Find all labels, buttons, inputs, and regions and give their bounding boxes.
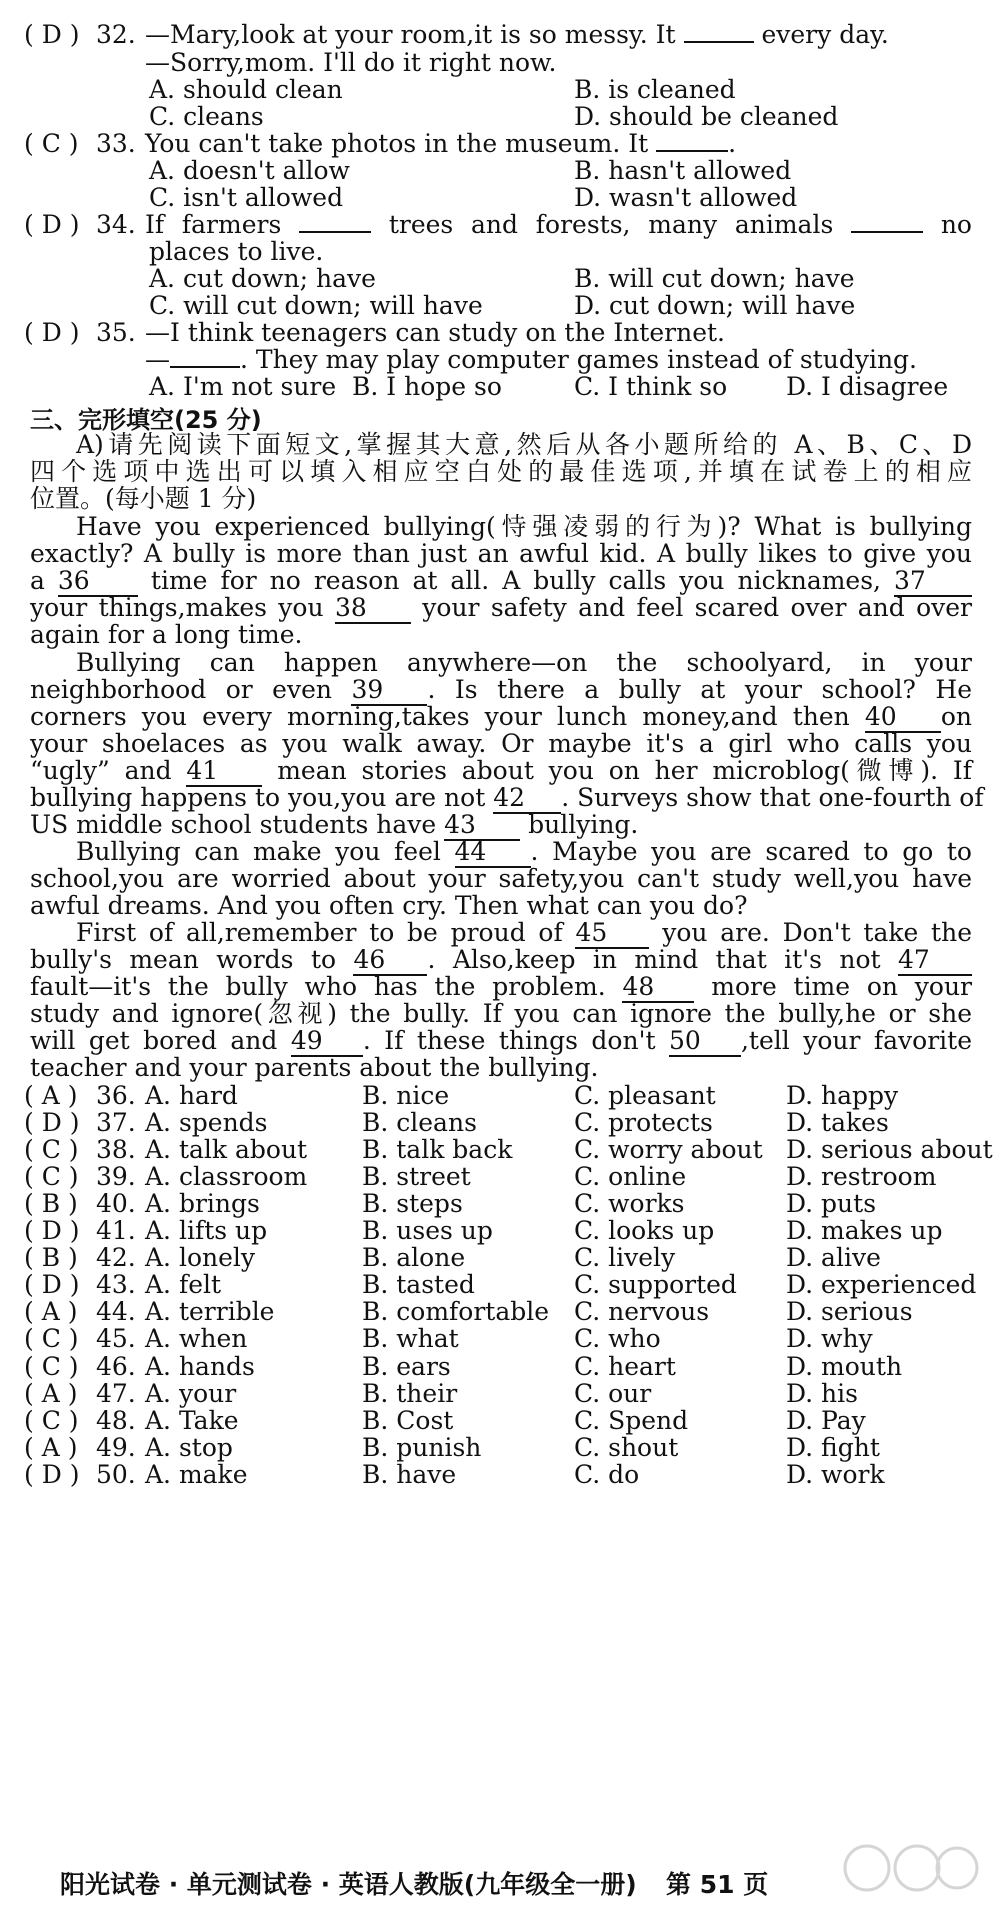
question-number: 49. [96, 1432, 136, 1462]
answer-mark: ( C ) [24, 1405, 79, 1435]
instructions-line-1: A)请先阅读下面短文,掌握其大意,然后从各小题所给的 A、B、C、D [76, 430, 972, 459]
option-b: B. street [362, 1162, 471, 1192]
option-c: C. supported [574, 1270, 737, 1300]
option-d: D. cut down; will have [574, 291, 856, 320]
option-c: C. do [574, 1459, 640, 1489]
answer-mark: ( B ) [24, 1243, 78, 1273]
option-b: B. uses up [362, 1216, 493, 1246]
blank-42: 42 [493, 784, 561, 814]
answer-mark: ( A ) [24, 1432, 78, 1462]
blank-48: 48 [622, 973, 694, 1003]
option-d: D. takes [786, 1108, 889, 1138]
option-d: D. wasn't allowed [574, 183, 798, 212]
option-a: A. should clean [149, 75, 343, 104]
answer-blank [299, 231, 371, 233]
option-d: D. alive [786, 1243, 881, 1273]
question-number: 50. [96, 1459, 136, 1489]
option-a: A. talk about [145, 1135, 308, 1165]
answer-blank [684, 41, 754, 43]
question-stem: If farmers trees and forests, many animals no [145, 210, 972, 239]
cloze-question-row [0, 1458, 1000, 1491]
option-b: B. will cut down; have [574, 264, 855, 293]
option-d: D. serious [786, 1297, 913, 1327]
instructions-line-3: 位置。(每小题 1 分) [30, 484, 257, 513]
blank-44: 44 [455, 838, 531, 868]
blank-36: 36 [58, 567, 138, 597]
option-c: C. worry about [574, 1135, 763, 1165]
answer-mark: ( D ) [24, 1216, 80, 1246]
option-b: B. comfortable [362, 1297, 550, 1327]
answer-mark: ( D ) [24, 210, 80, 239]
watermark-icon [832, 1838, 982, 1908]
option-b: B. tasted [362, 1270, 475, 1300]
answer-mark: ( D ) [24, 1270, 80, 1300]
blank-50: 50 [669, 1027, 741, 1057]
answer-mark: ( A ) [24, 1081, 78, 1110]
option-c: C. I think so [574, 372, 728, 401]
option-d: D. Pay [786, 1405, 866, 1435]
answer-mark: ( C ) [24, 1324, 79, 1354]
option-d: D. why [786, 1324, 873, 1354]
answer-blank [656, 150, 728, 152]
section-title: 三、完形填空(25 分) [30, 406, 262, 434]
blank-45: 45 [575, 919, 649, 949]
option-a: A. felt [145, 1270, 222, 1300]
book-title: 阳光试卷 · 单元测试卷 · 英语人教版(九年级全一册) [60, 1870, 637, 1899]
option-b: B. is cleaned [574, 75, 736, 104]
option-c: C. looks up [574, 1216, 715, 1246]
question-number: 41. [96, 1216, 136, 1246]
option-d: D. experienced [786, 1270, 977, 1300]
blank-38: 38 [335, 594, 411, 624]
answer-mark: ( D ) [24, 1108, 80, 1138]
blank-46: 46 [353, 946, 427, 976]
option-d: D. restroom [786, 1162, 937, 1192]
option-b: B. hasn't allowed [574, 156, 792, 185]
option-c: C. online [574, 1162, 687, 1192]
option-d: D. puts [786, 1189, 877, 1219]
option-c: C. who [574, 1324, 661, 1354]
option-a: A. hands [145, 1351, 255, 1381]
question-number: 37. [96, 1108, 136, 1138]
question-number: 36. [96, 1081, 136, 1110]
option-c: C. our [574, 1378, 652, 1408]
question-number: 34. [96, 210, 136, 239]
option-b: B. what [362, 1324, 459, 1354]
option-b: B. steps [362, 1189, 463, 1219]
option-d: D. makes up [786, 1216, 943, 1246]
question-number: 43. [96, 1270, 136, 1300]
question-number: 46. [96, 1351, 136, 1381]
page-number: 第 51 页 [666, 1870, 769, 1899]
blank-40: 40 [865, 703, 941, 733]
question-number: 33. [96, 129, 136, 158]
blank-47: 47 [898, 946, 972, 976]
answer-mark: ( C ) [24, 129, 79, 158]
question-number: 48. [96, 1405, 136, 1435]
answer-mark: ( C ) [24, 1162, 79, 1192]
answer-mark: ( D ) [24, 318, 80, 347]
answer-mark: ( B ) [24, 1189, 78, 1219]
option-a: A. doesn't allow [149, 156, 350, 185]
question-34-line2: places to live. [149, 237, 324, 266]
question-number: 47. [96, 1378, 136, 1408]
blank-39: 39 [351, 676, 427, 706]
option-d: D. mouth [786, 1351, 903, 1381]
option-a: A. make [145, 1459, 248, 1489]
option-c: C. will cut down; will have [149, 291, 483, 320]
option-c: C. cleans [149, 102, 264, 131]
answer-mark: ( D ) [24, 20, 80, 49]
answer-mark: ( C ) [24, 1135, 79, 1165]
option-a: A. lifts up [145, 1216, 268, 1246]
option-c: C. heart [574, 1351, 676, 1381]
question-35-reply: — . They may play computer games instead of studying. [145, 345, 918, 374]
option-c: C. nervous [574, 1297, 710, 1327]
option-a: A. your [145, 1378, 237, 1408]
question-number: 40. [96, 1189, 136, 1219]
option-b: B. nice [362, 1081, 450, 1110]
option-a: A. I'm not sure [149, 372, 337, 401]
option-b: B. I hope so [352, 372, 502, 401]
option-b: B. alone [362, 1243, 466, 1273]
answer-blank [851, 231, 923, 233]
option-c: C. works [574, 1189, 685, 1219]
option-d: D. fight [786, 1432, 880, 1462]
blank-49: 49 [291, 1027, 363, 1057]
question-32-reply: —Sorry,mom. I'll do it right now. [145, 48, 557, 77]
option-a: A. brings [145, 1189, 260, 1219]
option-a: A. Take [145, 1405, 239, 1435]
option-a: A. cut down; have [149, 264, 376, 293]
answer-mark: ( D ) [24, 1459, 80, 1489]
option-c: C. lively [574, 1243, 676, 1273]
option-b: B. ears [362, 1351, 451, 1381]
exam-page: ( D ) 32. —Mary,look at your room,it is so messy. It every day. —Sorry,mom. I'll do it right now. A. should clean B. is cleaned C. cleans D. should be cleaned ( C ) 33. You can't take photos in the museum. It . A. doesn't allow B. hasn't allowed C. isn't allowed D. wasn't allowed ( D ) 34. If farmers trees and forests, many animals no places to live. A. cut down; have B. will cut down; have C. will cut down; will have D. cut down; will have ( D ) 35. —I think teenagers can study on the Internet. — . They may play computer games instead of studying. A. I'm not sure B. I hope so C. I think so D. I disagree 三、完形填空(25 分) A)请先阅读下面短文,掌握其大意,然后从各小题所给的 A、B、C、D 四个选项中选出可以填入相应空白处的最佳选项,并填在试卷上的相应 位置。(每小题 1 分) Have you experienced bullying(恃强凌弱的行为)? What is bullying exactly? A bully is more than just an awful kid. A bully likes to give you a 36 time for no reason at all. A bully calls you nicknames, 37 your things,makes you 38 your safety and feel scared over and over again for a long time. Bullying can happen anywhere—on the schoolyard, in your neighborhood or even 39 . Is there a bully at your school? He corners you every morning,takes your lunch money,and then 40 on your shoelaces as you walk away. Or maybe it's a girl who calls you “ugly” and 41 mean stories about you on her microblog(微博). If bullying happens to you,you are not 42 . Surveys show that one-fourth of US middle school students have 43 bullying. Bullying can make you feel 44 . Maybe you are scared to go to school,you are worried about your safety,you can't study well,you have awful dreams. And you often cry. Then what can you do? First of all,remember to be proud of 45 you are. Don't take the bully's mean words to 46 . Also,keep in mind that it's not 47 fault—it's the bully who has the problem. 48 more time on your study and ignore(忽视) the bully. If you can ignore the bully,he or she will get bored and 49 . If these things don't 50 ,tell your favorite teacher and your parents about the bullying. ( A ) 36. A. hard B. nice C. pleasant D. happy ( D ) 37. A. spends B. cleans C. protects D. takes ( C ) 38. A. talk about B. talk back C. worry about D. serious about ( C ) 39. A. classroom B. street C. online D. restroom ( B ) 40. A. brings B. steps C. works D. puts ( D ) 41. A. lifts up B. uses up C. looks up D. makes up ( B ) 42. A. lonely B. alone C. lively D. alive ( D ) 43. A. felt B. tasted C. supported D. experienced ( A ) 44. A. terrible B. comfortable C. nervous D. serious ( C ) 45. A. when B. what C. who D. why ( C ) 46. A. hands B. ears C. heart D. mouth ( A ) 47. A. your B. their C. our D. his ( C ) 48. A. Take B. Cost C. Spend D. Pay ( A ) 49. A. stop B. punish C. shout D. fight ( D ) 50. A. make B. have C. do D. work 阳光试卷 · 单元测试卷 · 英语人教版(九年级全一册) 第 51 页 [0, 0, 1000, 1917]
option-b: B. punish [362, 1432, 482, 1462]
question-35-options [0, 370, 1000, 403]
option-d: D. work [786, 1459, 885, 1489]
option-d: D. happy [786, 1081, 899, 1110]
option-a: A. terrible [145, 1297, 275, 1327]
option-a: A. lonely [145, 1243, 256, 1273]
question-number: 32. [96, 20, 136, 49]
blank-43: 43 [444, 811, 520, 841]
question-number: 39. [96, 1162, 136, 1192]
option-d: D. should be cleaned [574, 102, 839, 131]
answer-mark: ( C ) [24, 1351, 79, 1381]
option-b: B. have [362, 1459, 457, 1489]
watermark-logo [832, 1838, 982, 1908]
option-d: D. I disagree [786, 372, 949, 401]
question-number: 35. [96, 318, 136, 347]
question-number: 45. [96, 1324, 136, 1354]
blank-37: 37 [894, 567, 972, 597]
option-c: C. protects [574, 1108, 713, 1138]
option-a: A. hard [145, 1081, 238, 1110]
option-b: B. cleans [362, 1108, 477, 1138]
answer-mark: ( A ) [24, 1378, 78, 1408]
option-c: C. pleasant [574, 1081, 716, 1110]
option-c: C. shout [574, 1432, 679, 1462]
option-d: D. his [786, 1378, 858, 1408]
option-a: A. spends [145, 1108, 268, 1138]
question-stem: —I think teenagers can study on the Internet. [145, 318, 725, 347]
question-stem: You can't take photos in the museum. It . [145, 129, 737, 158]
instructions-line-2: 四个选项中选出可以填入相应空白处的最佳选项,并填在试卷上的相应 [30, 457, 972, 486]
option-b: B. Cost [362, 1405, 454, 1435]
answer-mark: ( A ) [24, 1297, 78, 1327]
question-number: 38. [96, 1135, 136, 1165]
option-d: D. serious about [786, 1135, 993, 1165]
question-number: 44. [96, 1297, 136, 1327]
answer-blank [170, 366, 240, 368]
option-c: C. isn't allowed [149, 183, 344, 212]
question-stem: —Mary,look at your room,it is so messy. It every day. [145, 20, 889, 49]
option-a: A. classroom [145, 1162, 308, 1192]
option-a: A. when [145, 1324, 248, 1354]
question-number: 42. [96, 1243, 136, 1273]
option-b: B. talk back [362, 1135, 513, 1165]
blank-41: 41 [186, 757, 262, 787]
option-b: B. their [362, 1378, 458, 1408]
option-a: A. stop [145, 1432, 233, 1462]
option-c: C. Spend [574, 1405, 689, 1435]
